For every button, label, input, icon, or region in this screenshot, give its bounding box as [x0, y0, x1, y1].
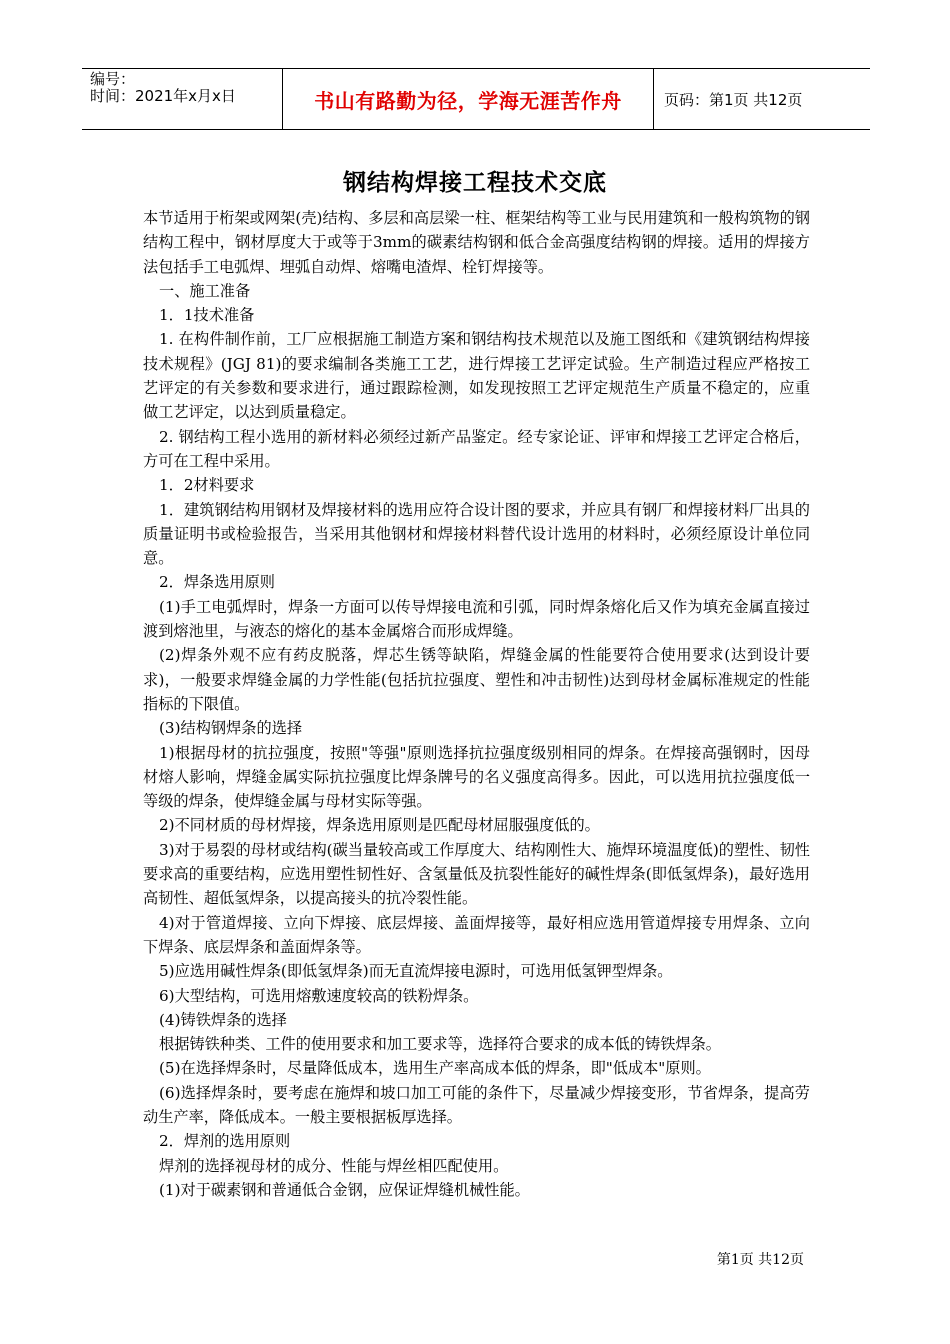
page-header	[82, 68, 870, 130]
subsection-heading: (3)结构钢焊条的选择	[159, 719, 303, 738]
header-motto: 书山有路勤为径，学海无涯苦作舟	[282, 69, 654, 129]
document-time-label: 时间：2021年x月x日	[90, 87, 236, 105]
paragraph: 3)对于易裂的母材或结构(碳当量较高或工作厚度大、结构刚性大、施焊环境温度低)的塑性、韧性要求高的重要结构，应选用塑性韧性好、含氢量低及抗裂性能好的碱性焊条(即低氢焊条)，最好选用高韧性、超低氢焊条，以提高接头的抗冷裂性能。	[143, 840, 810, 908]
page-footer: 第1页 共12页	[716, 1252, 804, 1268]
subsection-heading: 1．1技术准备	[159, 306, 255, 325]
document-number-label: 编号：	[90, 70, 136, 88]
paragraph: 6)大型结构，可选用熔敷速度较高的铁粉焊条。	[159, 986, 479, 1005]
paragraph: 1. 在构件制作前，工厂应根据施工制造方案和钢结构技术规范以及施工图纸和《建筑钢结构焊接技术规程》(JGJ 81)的要求编制各类施工工艺，进行焊接工艺评定试验。生产制造过程应严格按工艺评定的有关参数和要求进行，通过跟踪检测，如发现按照工艺评定规范生产质量不稳定的，应重做工艺评定，以达到质量稳定。	[143, 330, 810, 422]
paragraph: 1．建筑钢结构用钢材及焊接材料的选用应符合设计图的要求，并应具有钢厂和焊接材料厂出具的质量证明书或检验报告，当采用其他钢材和焊接材料替代设计选用的材料时，必须经原设计单位同意。	[143, 500, 810, 568]
paragraph: 2)不同材质的母材焊接，焊条选用原则是匹配母材屈服强度低的。	[159, 816, 600, 835]
paragraph: 焊剂的选择视母材的成分、性能与焊丝相匹配使用。	[159, 1156, 509, 1175]
paragraph: 根据铸铁种类、工件的使用要求和加工要求等，选择符合要求的成本低的铸铁焊条。	[159, 1035, 721, 1054]
paragraph: 4)对于管道焊接、立向下焊接、底层焊接、盖面焊接等，最好相应选用管道焊接专用焊条、立向下焊条、底层焊条和盖面焊条等。	[143, 913, 810, 956]
header-page-code: 页码：第1页 共12页	[664, 90, 803, 109]
paragraph: (1)对于碳素钢和普通低合金钢，应保证焊缝机械性能。	[159, 1180, 530, 1199]
paragraph: (6)选择焊条时，要考虑在施焊和坡口加工可能的条件下，尽量减少焊接变形，节省焊条，提高劳动生产率，降低成本。一般主要根据板厚选择。	[143, 1083, 810, 1126]
paragraph: 5)应选用碱性焊条(即低氢焊条)而无直流焊接电源时，可选用低氢钾型焊条。	[159, 962, 673, 981]
subsection-heading: 2．焊剂的选用原则	[159, 1132, 291, 1151]
header-meta	[82, 69, 282, 129]
paragraph: 2. 钢结构工程小选用的新材料必须经过新产品鉴定。经专家论证、评审和焊接工艺评定合格后，方可在工程中采用。	[143, 427, 810, 470]
paragraph: 本节适用于桁架或网架(壳)结构、多层和高层梁一柱、框架结构等工业与民用建筑和一般构筑物的钢结构工程中，钢材厚度大于或等于3mm的碳素结构钢和低合金高强度结构钢的焊接。适用的焊接方法包括手工电弧焊、埋弧自动焊、熔嘴电渣焊、栓钉焊接等。	[143, 209, 810, 276]
subsection-heading: 2．焊条选用原则	[159, 573, 275, 592]
subsection-heading: (4)铸铁焊条的选择	[159, 1010, 287, 1029]
paragraph: (5)在选择焊条时，尽量降低成本，选用生产率高成本低的焊条，即"低成本"原则。	[159, 1059, 711, 1078]
paragraph: (2)焊条外观不应有药皮脱落，焊芯生锈等缺陷，焊缝金属的性能要符合使用要求(达到设计要求)，一般要求焊缝金属的力学性能(包括抗拉强度、塑性和冲击韧性)达到母材金属标准规定的性能指标的下限值。	[143, 646, 810, 713]
paragraph: (1)手工电弧焊时，焊条一方面可以传导焊接电流和引弧，同时焊条熔化后又作为填充金属直接过渡到熔池里，与液态的熔化的基本金属熔合而形成焊缝。	[143, 597, 810, 641]
section-heading: 一、施工准备	[159, 281, 251, 300]
document-body	[143, 206, 810, 1202]
document-title: 钢结构焊接工程技术交底	[343, 170, 607, 196]
subsection-heading: 1．2材料要求	[159, 476, 255, 495]
paragraph: 1)根据母材的抗拉强度，按照"等强"原则选择抗拉强度级别相同的焊条。在焊接高强钢时，因母材熔人影响，焊缝金属实际抗拉强度比焊条牌号的名义强度高得多。因此，可以选用抗拉强度低一等级的焊条，使焊缝金属与母材实际等强。	[143, 743, 810, 811]
